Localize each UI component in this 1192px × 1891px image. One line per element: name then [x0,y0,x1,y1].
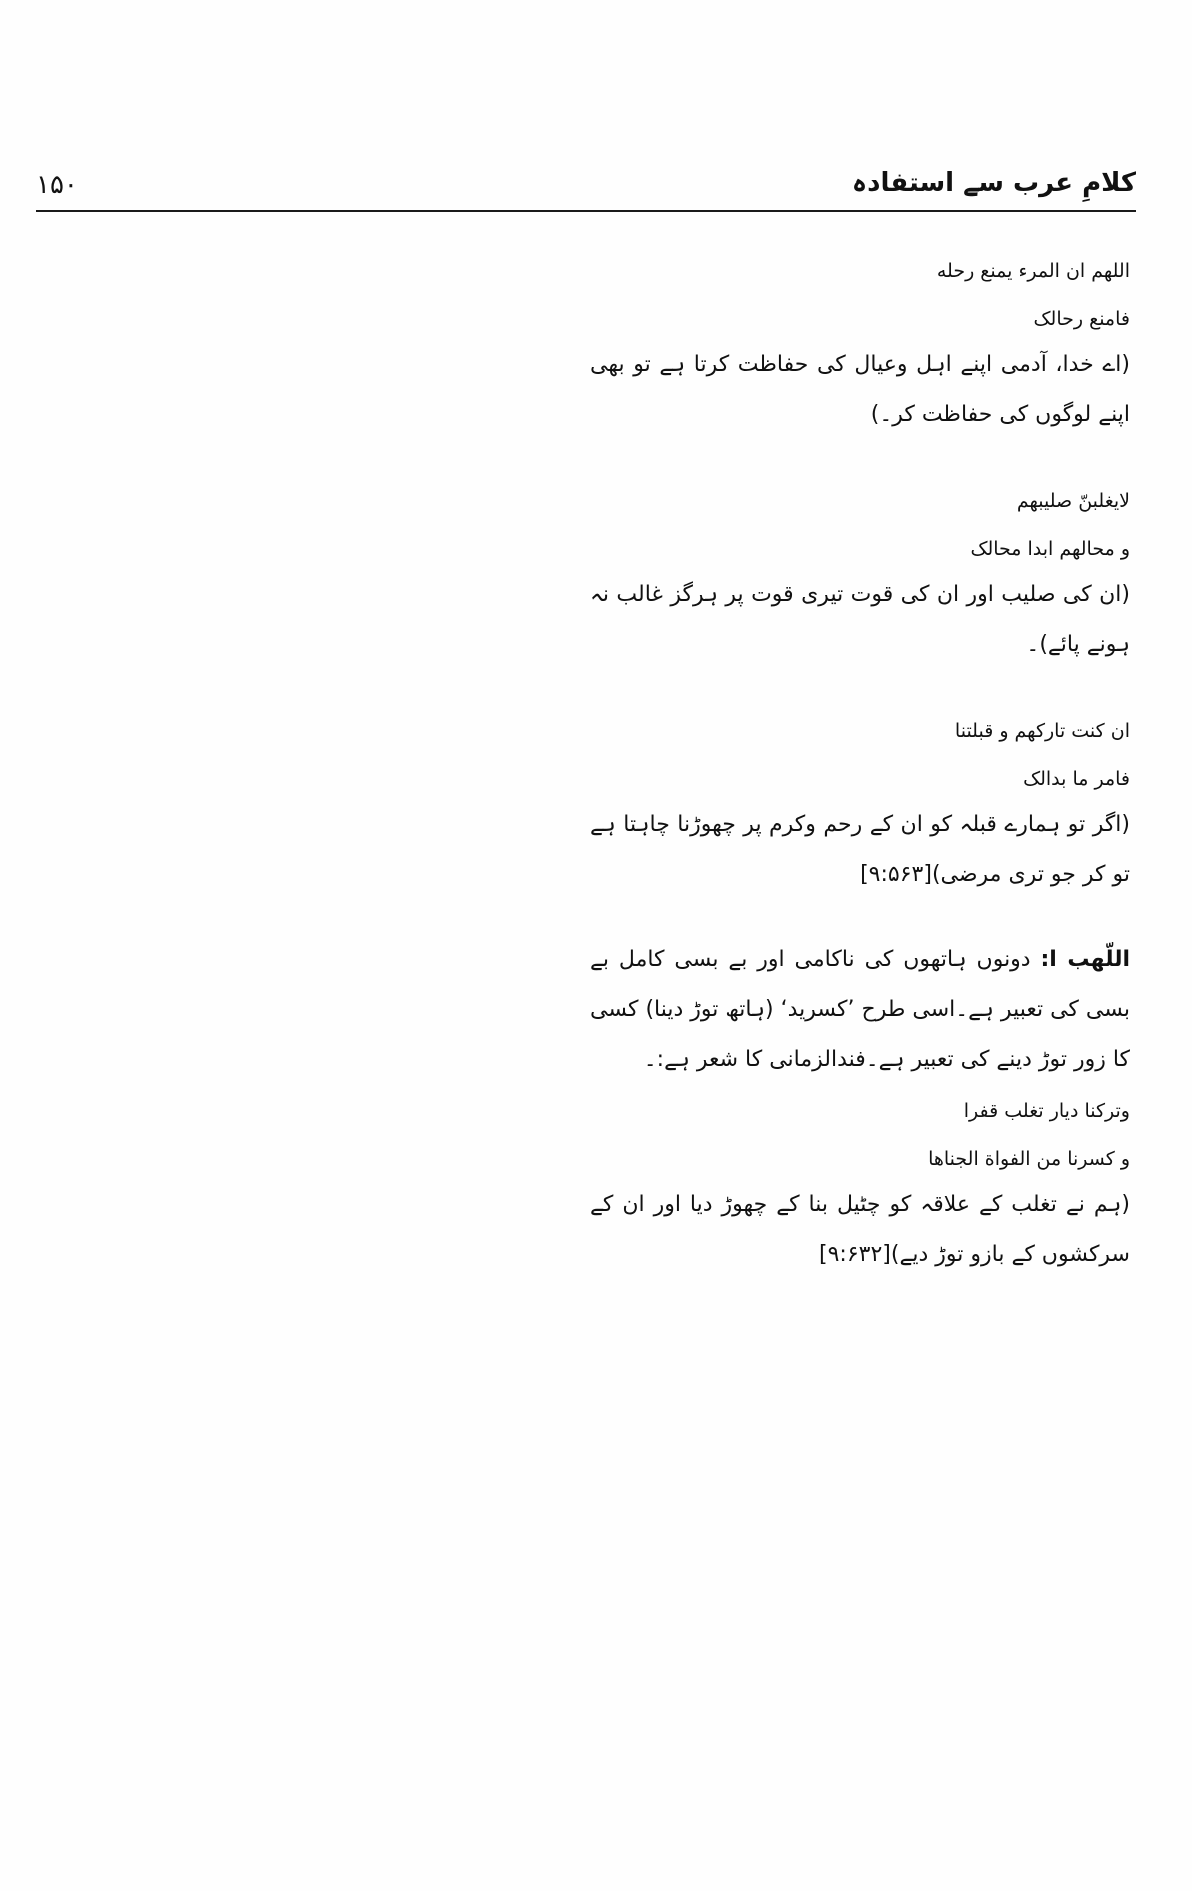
verse-line: و کسرنا من الفواة الجناها [928,1148,1130,1170]
verse-line: فامر ما بدالک [1023,768,1130,790]
translation: (ان کی صلیب اور ان کی قوت تیری قوت پر ہرگز غالب نہ ہونے پائے)۔ [590,582,1130,657]
verse-block-2 [590,488,1130,670]
translation: (اے خدا، آدمی اپنے اہل وعیال کی حفاظت کرتا ہے تو بھی اپنے لوگوں کی حفاظت کر۔) [590,352,1130,427]
gloss-entry [590,935,1130,1085]
verse-line: لايغلبنّ صليبهم [1016,490,1130,512]
translation: (ہم نے تغلب کے علاقہ کو چٹیل بنا کے چھوڑ دیا اور ان کے سرکشوں کے بازو توڑ دیے)[۹:۶۳۲] [590,1192,1130,1267]
verse-line: ان کنت تارکهم و قبلتنا [954,720,1130,742]
verse-line: فامنع رحالک [1033,308,1130,330]
verse-block-4 [590,1098,1130,1280]
gloss-term: اللّهب ا: [1040,947,1130,972]
verse-line: و محالهم ابدا محالک [970,538,1130,560]
verse-line: وترکنا ديار تغلب قفرا [963,1100,1130,1122]
gloss-text: دونوں ہاتھوں کی ناکامی اور بے بسی کامل بے بسی کی تعبیر ہے۔اسی طرح ’کسرید‘ (ہاتھ توڑ دینا) کسی کا زور توڑ دینے کی تعبیر ہے۔فندالزمانی کا شعر ہے:۔ [590,947,1130,1072]
page-number: ۱۵۰ [36,170,78,200]
page-header [36,168,1136,210]
verse-line: اللهم ان المرء يمنع رحله [936,260,1130,282]
verse-block-1 [590,258,1130,440]
translation: (اگر تو ہمارے قبلہ کو ان کے رحم وکرم پر چھوڑنا چاہتا ہے تو کر جو تری مرضی)[۹:۵۶۳] [590,812,1130,887]
verse-block-3 [590,718,1130,900]
running-head: کلامِ عرب سے استفادہ [851,168,1136,198]
header-rule [36,210,1136,212]
gloss-paragraph [590,935,1130,1085]
